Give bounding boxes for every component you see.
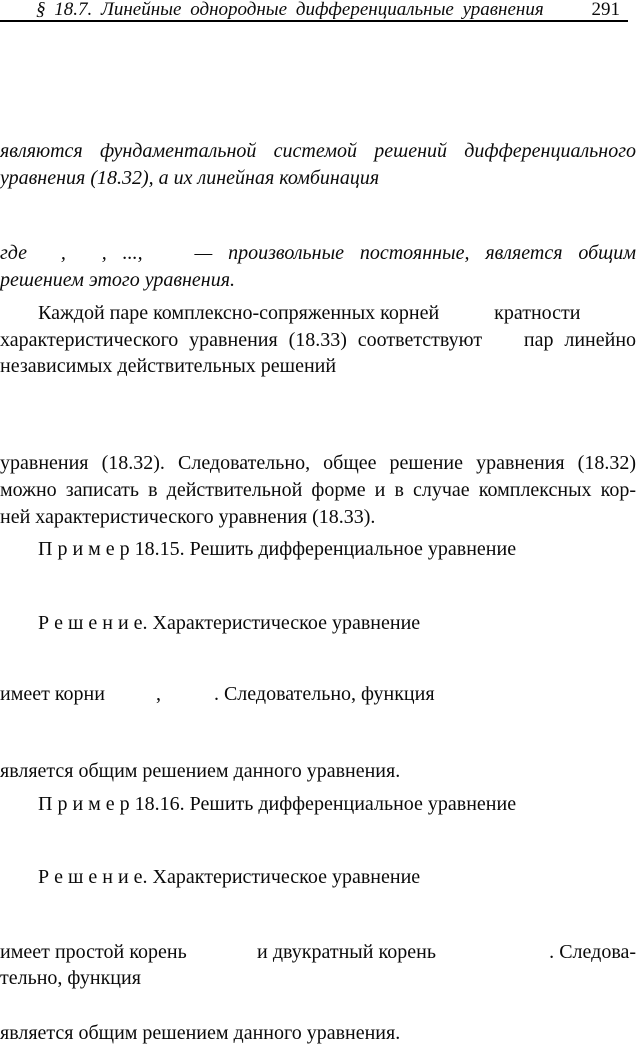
section-title: § 18.7. Линейные однородные дифференциальные уравнения: [36, 0, 544, 20]
constants-ellipsis: , ...,: [101, 242, 143, 264]
missing-formula-gap: [441, 957, 549, 958]
text-line-complex-roots-2: [0, 328, 636, 352]
example-15-roots-a: имеет корни: [0, 683, 105, 705]
complex-roots-1b: кратности: [494, 302, 581, 324]
text-line-complex-roots-1: [0, 301, 636, 325]
example-16-solution-label: Р е ш е н и е. Характеристическое уравнение: [38, 866, 421, 888]
example-15-solution-label: Р е ш е н и е. Характеристическое уравнение: [38, 612, 421, 634]
text-line-general-2: можно записать в действительной форме и в случае комплексных кор-: [0, 479, 636, 501]
complex-roots-2a: характеристического уравнения (18.33) соответствуют: [0, 329, 483, 351]
example-16-roots-line-1: [0, 940, 636, 964]
example-16-roots-c: . Следова-: [549, 941, 636, 963]
example-16-roots-line-2: тельно, функция: [0, 967, 141, 989]
text-line-constants-1: [0, 241, 636, 265]
text-line-general-1: уравнения (18.32). Следовательно, общее решение уравнения (18.32): [0, 452, 636, 474]
header-rule: [0, 20, 628, 22]
text-line-general-3: ней характеристического уравнения (18.33).: [0, 506, 376, 528]
constants-where: где: [0, 242, 28, 264]
missing-formula-gap: [444, 318, 489, 319]
example-16-roots-a: имеет простой корень: [0, 941, 187, 963]
example-15-title: П р и м е р 18.15. Решить дифференциальное уравнение: [38, 538, 517, 560]
text-line-constants-2: решением этого уравнения.: [0, 269, 236, 291]
page-header: [0, 0, 636, 20]
missing-formula-gap: [110, 699, 156, 700]
missing-formula-gap: [192, 957, 252, 958]
constants-comma: ,: [60, 242, 66, 264]
missing-formula-gap: [166, 699, 214, 700]
example-16-conclusion: является общим решением данного уравнения.: [0, 1022, 401, 1044]
missing-formula-gap: [158, 258, 194, 259]
constants-rest: — произвольные постоянные, является общим: [194, 242, 636, 264]
example-16-title: П р и м е р 18.16. Решить дифференциальное уравнение: [38, 793, 517, 815]
text-line-intro-2: уравнения (18.32), а их линейная комбинация: [0, 167, 380, 189]
example-15-conclusion: является общим решением данного уравнения.: [0, 760, 401, 782]
example-15-roots-b: . Следовательно, функция: [213, 683, 435, 705]
complex-roots-2b: пар линейно: [523, 329, 636, 351]
missing-formula-gap: [493, 345, 513, 346]
page-number: 291: [591, 0, 620, 20]
text-line-intro-1: являются фундаментальной системой решений дифференциального: [0, 140, 636, 162]
example-15-roots-line: [0, 682, 636, 706]
complex-roots-1a: Каждой паре комплексно-сопряженных корней: [38, 302, 440, 324]
text-line-complex-roots-3: независимых действительных решений: [0, 355, 337, 377]
example-15-roots-comma: ,: [155, 683, 161, 705]
example-16-roots-b: и двукратный корень: [257, 941, 436, 963]
missing-formula-gap: [82, 258, 102, 259]
missing-formula-gap: [43, 258, 61, 259]
